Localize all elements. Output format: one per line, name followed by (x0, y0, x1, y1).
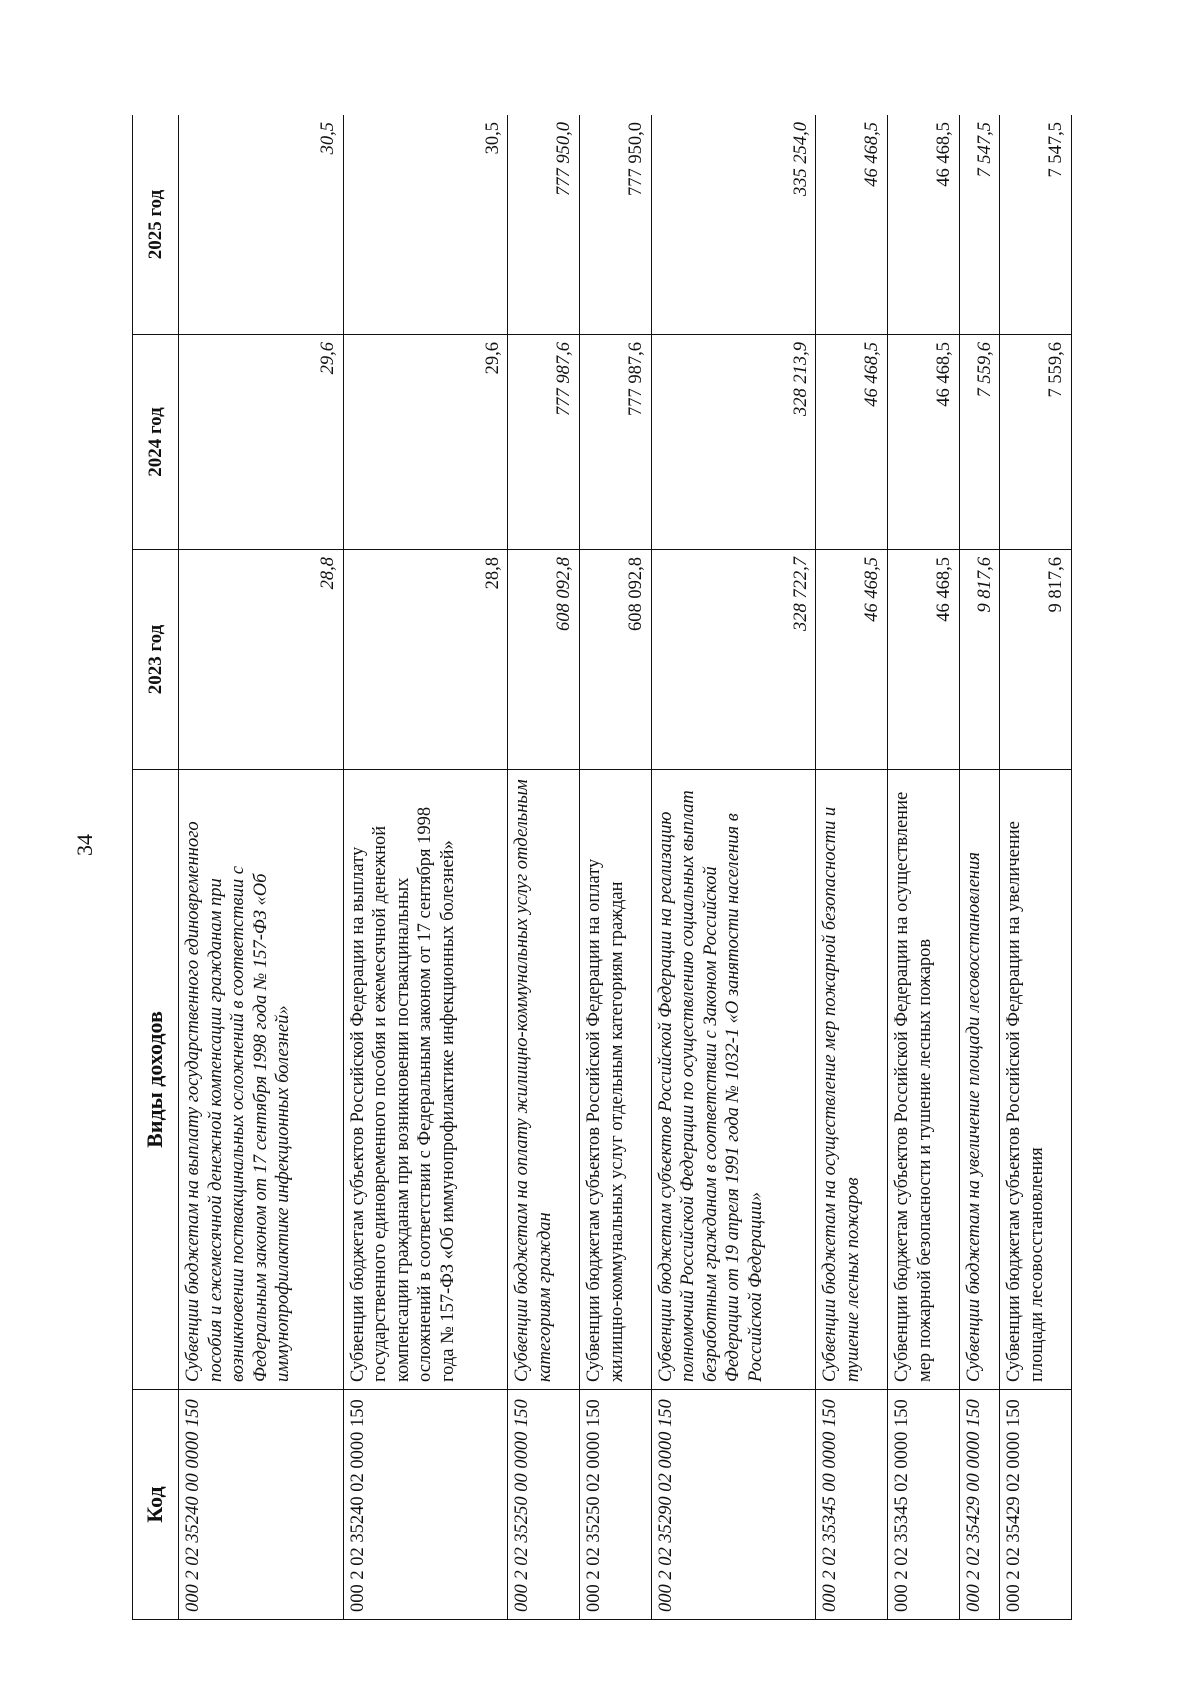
cell-2024: 7 559,6 (959, 335, 1000, 550)
cell-2025: 7 547,5 (959, 115, 1000, 335)
cell-revenue-type: Субвенции бюджетам на увеличение площади лесовосстановления (959, 770, 1000, 1390)
cell-2025: 30,5 (343, 115, 508, 335)
cell-2023: 608 092,8 (508, 550, 580, 770)
table-row (816, 115, 888, 1620)
cell-2023: 28,8 (343, 550, 508, 770)
cell-revenue-type: Субвенции бюджетам на оплату жилищно-коммунальных услуг отдельным категориям граждан (508, 770, 580, 1390)
cell-2024: 46 468,5 (887, 335, 959, 550)
cell-2023: 608 092,8 (580, 550, 652, 770)
header-code: Код (133, 1390, 179, 1620)
table-body (179, 115, 1072, 1620)
table-row (651, 115, 816, 1620)
cell-2024: 29,6 (179, 335, 344, 550)
cell-2024: 777 987,6 (508, 335, 580, 550)
cell-revenue-type: Субвенции бюджетам субъектов Российской Федерации на увеличение площади лесовосстановления (1000, 770, 1072, 1390)
cell-code: 000 2 02 35250 02 0000 150 (580, 1390, 652, 1620)
table-row (1000, 115, 1072, 1620)
cell-code: 000 2 02 35345 00 0000 150 (816, 1390, 888, 1620)
cell-code: 000 2 02 35429 00 0000 150 (959, 1390, 1000, 1620)
table-row (580, 115, 652, 1620)
cell-2023: 28,8 (179, 550, 344, 770)
table-row (179, 115, 344, 1620)
cell-revenue-type: Субвенции бюджетам субъектов Российской Федерации на осуществление мер пожарной безопасности и тушение лесных пожаров (887, 770, 959, 1390)
cell-2025: 46 468,5 (816, 115, 888, 335)
cell-code: 000 2 02 35240 00 0000 150 (179, 1390, 344, 1620)
cell-revenue-type: Субвенции бюджетам на осуществление мер пожарной безопасности и тушение лесных пожаров (816, 770, 888, 1390)
cell-2025: 335 254,0 (651, 115, 816, 335)
cell-2024: 46 468,5 (816, 335, 888, 550)
header-2024: 2024 год (133, 335, 179, 550)
table-row (887, 115, 959, 1620)
rotated-table-container (132, 115, 1072, 1620)
table-row (343, 115, 508, 1620)
revenue-table (132, 115, 1072, 1620)
cell-2025: 46 468,5 (887, 115, 959, 335)
header-revenue-type: Виды доходов (133, 770, 179, 1390)
cell-2025: 7 547,5 (1000, 115, 1072, 335)
cell-2023: 9 817,6 (1000, 550, 1072, 770)
table-header-row (133, 115, 179, 1620)
cell-2025: 30,5 (179, 115, 344, 335)
cell-2023: 46 468,5 (816, 550, 888, 770)
cell-2024: 328 213,9 (651, 335, 816, 550)
page-number-text: 34 (72, 834, 97, 856)
cell-2024: 777 987,6 (580, 335, 652, 550)
table-row (508, 115, 580, 1620)
cell-code: 000 2 02 35429 02 0000 150 (1000, 1390, 1072, 1620)
cell-code: 000 2 02 35345 02 0000 150 (887, 1390, 959, 1620)
table-row (959, 115, 1000, 1620)
cell-revenue-type: Субвенции бюджетам субъектов Российской Федерации на выплату государственного единовременного пособия и ежемесячной денежной компенсации гражданам при возникновении поствакцинальных осложнений в соответствии с Федеральным законом от 17 сентября 1998 года № 157-ФЗ «Об иммунопрофилактике инфекционных болезней» (343, 770, 508, 1390)
page-number (70, 825, 100, 865)
cell-2024: 7 559,6 (1000, 335, 1072, 550)
cell-revenue-type: Субвенции бюджетам на выплату государственного единовременного пособия и ежемесячной денежной компенсации гражданам при возникновении поствакцинальных осложнений в соответствии с Федеральным законом от 17 сентября 1998 года № 157-ФЗ «Об иммунопрофилактике инфекционных болезней» (179, 770, 344, 1390)
header-2023: 2023 год (133, 550, 179, 770)
cell-2023: 46 468,5 (887, 550, 959, 770)
cell-revenue-type: Субвенции бюджетам субъектов Российской Федерации на реализацию полномочий Российской Федерации по осуществлению социальных выплат безработным гражданам в соответствии с Законом Российской Федерации от 19 апреля 1991 года № 1032-1 «О занятости населения в Российской Федерации» (651, 770, 816, 1390)
cell-2025: 777 950,0 (580, 115, 652, 335)
cell-2024: 29,6 (343, 335, 508, 550)
header-2025: 2025 год (133, 115, 179, 335)
cell-code: 000 2 02 35240 02 0000 150 (343, 1390, 508, 1620)
table-frame (132, 115, 1072, 1620)
cell-2023: 328 722,7 (651, 550, 816, 770)
cell-2023: 9 817,6 (959, 550, 1000, 770)
cell-code: 000 2 02 35250 00 0000 150 (508, 1390, 580, 1620)
cell-revenue-type: Субвенции бюджетам субъектов Российской Федерации на оплату жилищно-коммунальных услуг отдельным категориям граждан (580, 770, 652, 1390)
cell-2025: 777 950,0 (508, 115, 580, 335)
cell-code: 000 2 02 35290 02 0000 150 (651, 1390, 816, 1620)
